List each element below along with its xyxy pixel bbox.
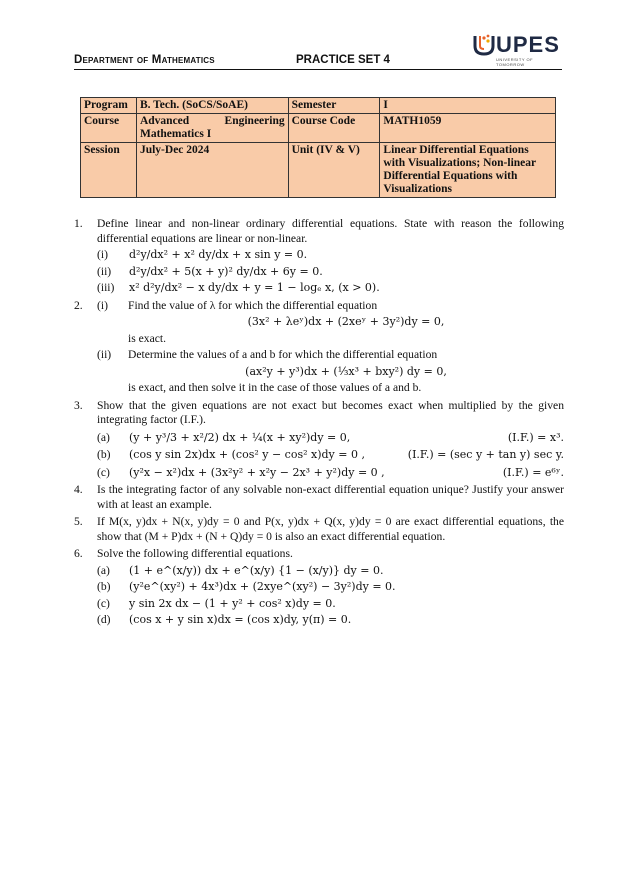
sub-label: (a) [97,563,110,577]
questions [74,217,564,631]
course-value: Advanced Engineering Mathematics I [136,114,288,143]
equation: x² d²y/dx² − x dy/dx + y = 1 − logₑ x, (x > 0). [129,281,380,294]
question-number: 3. [74,398,83,412]
question-number: 6. [74,547,83,560]
sub-question [97,299,564,347]
question-number: 2. [74,298,83,312]
sub-question [97,580,564,595]
equation: (cos x + y sin x)dx = (cos x)dy, y(π) = 0. [129,613,352,626]
course-code-label: Course Code [288,114,380,143]
unit-value: Linear Differential Equations with Visualizations; Non-linear Differential Equations with Visualizations [380,143,556,198]
unit-label: Unit (IV & V) [288,143,380,198]
sub-label: (c) [97,465,110,479]
sub-question-text: Determine the values of a and b for which the differential equation [128,348,438,361]
course-code-value: MATH1059 [380,114,556,143]
practice-set-title: PRACTICE SET 4 [296,54,390,66]
sub-question [97,248,564,263]
sub-question-tail: is exact. [128,331,166,345]
program-label: Program [81,98,137,114]
sub-label: (i) [97,248,108,261]
sub-question-text: Find the value of λ for which the differential equation [128,298,378,312]
question-5 [74,515,564,544]
question-3 [74,399,564,481]
semester-label: Semester [288,98,380,114]
sub-question [97,564,564,579]
equation: d²y/dx² + x² dy/dx + x sin y = 0. [129,248,308,261]
equation: d²y/dx² + 5(x + y)² dy/dx + 6y = 0. [129,264,323,278]
sub-label: (b) [97,448,111,461]
table-row [81,98,556,114]
sub-question [97,348,564,396]
course-info-table [80,97,556,198]
integrating-factor: (I.F.) = e⁶ʸ. [502,465,564,479]
question-4 [74,483,564,512]
question-6 [74,547,564,628]
sub-label: (d) [97,613,111,626]
sub-question [97,448,564,463]
table-row [81,114,556,143]
logo-emblem-icon [472,32,496,58]
equation: (y + y³/3 + x²/2) dx + ¼(x + xy²)dy = 0, [129,430,351,444]
sub-question [97,597,564,612]
question-number: 5. [74,515,83,528]
question-number: 1. [74,217,83,230]
question-text: Solve the following differential equations. [97,547,293,560]
integrating-factor: (I.F.) = (sec y + tan y) sec y. [407,448,564,461]
page-header [74,30,562,70]
sub-label: (i) [97,298,108,312]
session-value: July-Dec 2024 [136,143,288,198]
session-label: Session [81,143,137,198]
equation: (3x² + λeʸ)dx + (2xeʸ + 3y²)dy = 0, [247,315,445,328]
question-number: 4. [74,483,83,496]
upes-logo [472,30,562,66]
sub-label: (ii) [97,264,112,278]
sub-label: (b) [97,580,111,593]
question-2 [74,299,564,396]
department-name: Department of Mathematics [74,54,215,66]
question-text: Show that the given equations are not exact but becomes exact when multiplied by the given integrating factor (I.F.). [97,398,564,426]
question-text: If M(x, y)dx + N(x, y)dy = 0 and P(x, y)dx + Q(x, y)dy = 0 are exact differential equations, the show that (M + P)dx + (N + Q)dy = 0 is also an exact differential equation. [97,515,564,543]
sub-question-tail: is exact, and then solve it in the case of those values of a and b. [128,381,422,394]
table-row [81,143,556,198]
logo-wordmark: UPES [496,32,560,57]
sub-label: (a) [97,430,110,444]
sub-label: (ii) [97,348,112,361]
sub-question [97,281,564,296]
sub-label: (c) [97,596,110,610]
integrating-factor: (I.F.) = x³. [507,430,564,444]
question-text: Define linear and non-linear ordinary differential equations. State with reason the following differential equations are linear or non-linear. [97,217,564,245]
sub-question [97,613,564,628]
logo-tagline: UNIVERSITY OF TOMORROW [496,57,534,67]
equation: (1 + e^(x/y)) dx + e^(x/y) {1 − (x/y)} dy = 0. [129,563,384,577]
sub-label: (iii) [97,281,115,294]
sub-question [97,265,564,280]
semester-value: I [380,98,556,114]
equation: (cos y sin 2x)dx + (cos² y − cos² x)dy = 0 , [129,448,365,461]
question-text: Is the integrating factor of any solvable non-exact differential equation unique? Justify your answer with at least an example. [97,483,564,511]
equation: (y²e^(xy²) + 4x³)dx + (2xye^(xy²) − 3y²)dy = 0. [129,580,396,593]
sub-question [97,431,564,446]
sub-question [97,466,564,481]
equation: (y²x − x²)dx + (3x²y² + x²y − 2x³ + y²)dy = 0 , [129,465,385,479]
equation: (ax²y + y³)dx + (⅓x³ + bxy²) dy = 0, [245,364,447,378]
question-1 [74,217,564,296]
program-value: B. Tech. (SoCS/SoAE) [136,98,288,114]
header-divider [74,69,562,70]
equation: y sin 2x dx − (1 + y² + cos² x)dy = 0. [129,596,336,610]
course-label: Course [81,114,137,143]
